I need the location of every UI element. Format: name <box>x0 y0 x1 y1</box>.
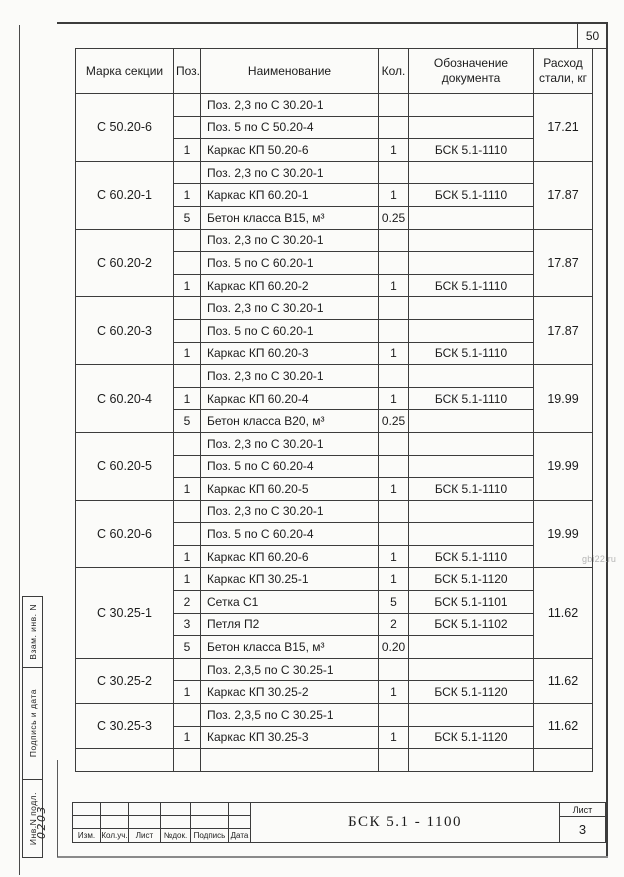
col-header-name: Наименование <box>201 49 379 94</box>
cell-position <box>174 297 201 320</box>
cell-position: 1 <box>174 568 201 591</box>
cell-quantity <box>379 365 409 388</box>
cell-position <box>174 455 201 478</box>
document-number: БСК 5.1 - 1100 <box>348 814 462 830</box>
stamp-box-vzam-inv: Взам. инв. N <box>22 596 43 668</box>
cell-document <box>409 365 534 388</box>
cell-name: Каркас КП 60.20-2 <box>201 274 379 297</box>
cell-document: БСК 5.1-1110 <box>409 478 534 501</box>
cell-name: Поз. 2,3 по С 30.20-1 <box>201 161 379 184</box>
cell-position <box>174 161 201 184</box>
table-row <box>76 94 593 117</box>
cell-document <box>409 432 534 455</box>
page-number-box <box>577 23 607 49</box>
cell-position: 1 <box>174 342 201 365</box>
cell-document: БСК 5.1-1110 <box>409 274 534 297</box>
cell-name: Поз. 2,3,5 по С 30.25-1 <box>201 704 379 727</box>
col-header-mark: Марка секции <box>76 49 174 94</box>
cell-position: 1 <box>174 387 201 410</box>
cell-quantity <box>379 455 409 478</box>
cell-document: БСК 5.1-1110 <box>409 342 534 365</box>
cell-name: Петля П2 <box>201 613 379 636</box>
cell-steel-consumption: 17.87 <box>534 297 593 365</box>
revision-column-label: Дата <box>229 829 251 842</box>
cell-quantity: 5 <box>379 591 409 614</box>
revision-cell <box>229 803 251 816</box>
cell-quantity: 1 <box>379 478 409 501</box>
revision-cell <box>129 803 161 816</box>
cell-steel-consumption: 19.99 <box>534 365 593 433</box>
spec-table <box>75 48 593 772</box>
cell-name <box>201 749 379 772</box>
page-frame-right <box>606 22 608 858</box>
cell-document <box>409 704 534 727</box>
cell-steel-consumption: 17.87 <box>534 161 593 229</box>
cell-document: БСК 5.1-1110 <box>409 184 534 207</box>
cell-position: 1 <box>174 478 201 501</box>
cell-steel-consumption: 17.21 <box>534 94 593 162</box>
table-header-row <box>76 49 593 94</box>
cell-document <box>409 229 534 252</box>
revision-cell <box>101 803 129 816</box>
page-frame-left <box>57 760 58 857</box>
col-header-steel: Расход стали, кг <box>534 49 593 94</box>
cell-name: Поз. 5 по С 60.20-4 <box>201 523 379 546</box>
revision-cell <box>191 803 229 816</box>
cell-section-mark: С 50.20-6 <box>76 94 174 162</box>
cell-name: Каркас КП 60.20-5 <box>201 478 379 501</box>
cell-quantity: 1 <box>379 387 409 410</box>
sheet-box <box>559 803 605 842</box>
revision-column-label: №док. <box>161 829 191 842</box>
cell-quantity: 1 <box>379 342 409 365</box>
cell-quantity: 0.25 <box>379 206 409 229</box>
cell-name: Каркас КП 60.20-3 <box>201 342 379 365</box>
cell-position <box>174 704 201 727</box>
cell-position: 1 <box>174 274 201 297</box>
cell-name: Поз. 2,3 по С 30.20-1 <box>201 297 379 320</box>
cell-quantity: 0.25 <box>379 410 409 433</box>
cell-name: Поз. 2,3 по С 30.20-1 <box>201 500 379 523</box>
cell-name: Поз. 2,3 по С 30.20-1 <box>201 229 379 252</box>
revision-cell <box>73 803 101 816</box>
cell-quantity <box>379 523 409 546</box>
title-block <box>72 802 606 843</box>
cell-section-mark: С 60.20-1 <box>76 161 174 229</box>
cell-document <box>409 500 534 523</box>
cell-document: БСК 5.1-1110 <box>409 387 534 410</box>
cell-position: 1 <box>174 545 201 568</box>
cell-document <box>409 94 534 117</box>
cell-position <box>174 252 201 275</box>
cell-position <box>174 500 201 523</box>
cell-quantity <box>379 94 409 117</box>
stamp-box-inv-podl: Инв.N подл. <box>22 779 43 858</box>
cell-document <box>409 252 534 275</box>
cell-name: Сетка С1 <box>201 591 379 614</box>
col-header-doc: Обозначение документа <box>409 49 534 94</box>
cell-quantity <box>379 500 409 523</box>
cell-document <box>409 455 534 478</box>
cell-name: Поз. 5 по С 50.20-4 <box>201 116 379 139</box>
revision-cell <box>161 803 191 816</box>
cell-document: БСК 5.1-1120 <box>409 568 534 591</box>
cell-document <box>409 410 534 433</box>
cell-document <box>409 297 534 320</box>
cell-quantity: 1 <box>379 726 409 749</box>
spec-table-body <box>76 94 593 772</box>
cell-name: Поз. 2,3 по С 30.20-1 <box>201 94 379 117</box>
cell-section-mark <box>76 749 174 772</box>
cell-document: БСК 5.1-1120 <box>409 681 534 704</box>
cell-position <box>174 229 201 252</box>
cell-steel-consumption: 17.87 <box>534 229 593 297</box>
cell-quantity <box>379 116 409 139</box>
revision-cell <box>161 816 191 829</box>
cell-quantity <box>379 229 409 252</box>
cell-section-mark: С 60.20-4 <box>76 365 174 433</box>
revision-column-label: Изм. <box>73 829 101 842</box>
cell-name: Каркас КП 30.25-1 <box>201 568 379 591</box>
cell-quantity <box>379 319 409 342</box>
cell-document <box>409 319 534 342</box>
revision-cell <box>73 816 101 829</box>
cell-position: 1 <box>174 139 201 162</box>
sheet-number: 3 <box>578 822 587 837</box>
cell-name: Каркас КП 60.20-6 <box>201 545 379 568</box>
cell-quantity <box>379 252 409 275</box>
cell-quantity: 1 <box>379 274 409 297</box>
cell-quantity: 1 <box>379 545 409 568</box>
cell-steel-consumption: 11.62 <box>534 658 593 703</box>
table-row <box>76 568 593 591</box>
col-header-poz: Поз. <box>174 49 201 94</box>
cell-quantity <box>379 658 409 681</box>
cell-section-mark: С 60.20-5 <box>76 432 174 500</box>
cell-quantity: 1 <box>379 681 409 704</box>
cell-name: Поз. 5 по С 60.20-1 <box>201 319 379 342</box>
table-row <box>76 658 593 681</box>
cell-position: 2 <box>174 591 201 614</box>
watermark: gbi22.ru <box>582 554 617 564</box>
table-row <box>76 500 593 523</box>
cell-position <box>174 94 201 117</box>
cell-name: Бетон класса В15, м³ <box>201 636 379 659</box>
cell-name: Поз. 2,3 по С 30.20-1 <box>201 365 379 388</box>
cell-name: Каркас КП 60.20-1 <box>201 184 379 207</box>
revision-grid <box>73 803 251 842</box>
cell-position: 5 <box>174 636 201 659</box>
cell-document <box>409 523 534 546</box>
cell-position: 3 <box>174 613 201 636</box>
page-number: 50 <box>585 28 600 43</box>
cell-document <box>409 206 534 229</box>
table-row <box>76 297 593 320</box>
cell-document: БСК 5.1-1102 <box>409 613 534 636</box>
cell-quantity: 2 <box>379 613 409 636</box>
cell-position <box>174 319 201 342</box>
cell-steel-consumption: 19.99 <box>534 432 593 500</box>
cell-section-mark: С 60.20-3 <box>76 297 174 365</box>
table-row <box>76 229 593 252</box>
cell-position <box>174 523 201 546</box>
cell-steel-consumption: 11.62 <box>534 568 593 658</box>
cell-document <box>409 658 534 681</box>
cell-document: БСК 5.1-1110 <box>409 139 534 162</box>
cell-steel-consumption <box>534 749 593 772</box>
sheet-label: Лист <box>560 803 605 817</box>
cell-quantity: 1 <box>379 139 409 162</box>
cell-name: Поз. 5 по С 60.20-4 <box>201 455 379 478</box>
cell-position: 5 <box>174 410 201 433</box>
col-header-qty: Кол. <box>379 49 409 94</box>
cell-quantity <box>379 432 409 455</box>
cell-document <box>409 116 534 139</box>
cell-position: 1 <box>174 184 201 207</box>
cell-steel-consumption: 19.99 <box>534 500 593 568</box>
cell-document <box>409 636 534 659</box>
cell-name: Бетон класса В15, м³ <box>201 206 379 229</box>
table-row <box>76 704 593 727</box>
cell-quantity <box>379 297 409 320</box>
cell-steel-consumption: 11.62 <box>534 704 593 749</box>
cell-document: БСК 5.1-1120 <box>409 726 534 749</box>
cell-quantity <box>379 749 409 772</box>
cell-section-mark: С 30.25-3 <box>76 704 174 749</box>
cell-document <box>409 161 534 184</box>
cell-section-mark: С 30.25-1 <box>76 568 174 658</box>
cell-name: Бетон класса В20, м³ <box>201 410 379 433</box>
revision-cell <box>229 816 251 829</box>
revision-column-label: Лист <box>129 829 161 842</box>
table-row <box>76 365 593 388</box>
cell-name: Каркас КП 30.25-3 <box>201 726 379 749</box>
cell-position: 1 <box>174 726 201 749</box>
cell-name: Поз. 2,3 по С 30.20-1 <box>201 432 379 455</box>
cell-position <box>174 432 201 455</box>
cell-quantity: 0.20 <box>379 636 409 659</box>
table-row <box>76 432 593 455</box>
cell-position <box>174 749 201 772</box>
cell-name: Каркас КП 50.20-6 <box>201 139 379 162</box>
revision-cell <box>101 816 129 829</box>
stamp-box-podpis-data: Подпись и дата <box>22 667 43 780</box>
cell-position <box>174 658 201 681</box>
handwritten-inventory-number: 0203 <box>34 805 48 839</box>
cell-position: 1 <box>174 681 201 704</box>
cell-name: Каркас КП 30.25-2 <box>201 681 379 704</box>
cell-position <box>174 365 201 388</box>
revision-column-label: Подпись <box>191 829 229 842</box>
cell-position: 5 <box>174 206 201 229</box>
cell-section-mark: С 30.25-2 <box>76 658 174 703</box>
table-row <box>76 749 593 772</box>
cell-quantity: 1 <box>379 184 409 207</box>
revision-column-label: Кол.уч. <box>101 831 128 840</box>
cell-name: Поз. 5 по С 60.20-1 <box>201 252 379 275</box>
cell-section-mark: С 60.20-6 <box>76 500 174 568</box>
page-frame-bottom <box>57 856 608 858</box>
revision-cell <box>129 816 161 829</box>
revision-cell <box>191 816 229 829</box>
page-frame-top <box>57 22 607 24</box>
cell-document: БСК 5.1-1101 <box>409 591 534 614</box>
cell-document: БСК 5.1-1110 <box>409 545 534 568</box>
cell-document <box>409 749 534 772</box>
cell-name: Поз. 2,3,5 по С 30.25-1 <box>201 658 379 681</box>
cell-quantity <box>379 161 409 184</box>
cell-section-mark: С 60.20-2 <box>76 229 174 297</box>
cell-position <box>174 116 201 139</box>
left-margin-rule <box>19 25 20 875</box>
cell-name: Каркас КП 60.20-4 <box>201 387 379 410</box>
table-row <box>76 161 593 184</box>
cell-quantity: 1 <box>379 568 409 591</box>
cell-quantity <box>379 704 409 727</box>
